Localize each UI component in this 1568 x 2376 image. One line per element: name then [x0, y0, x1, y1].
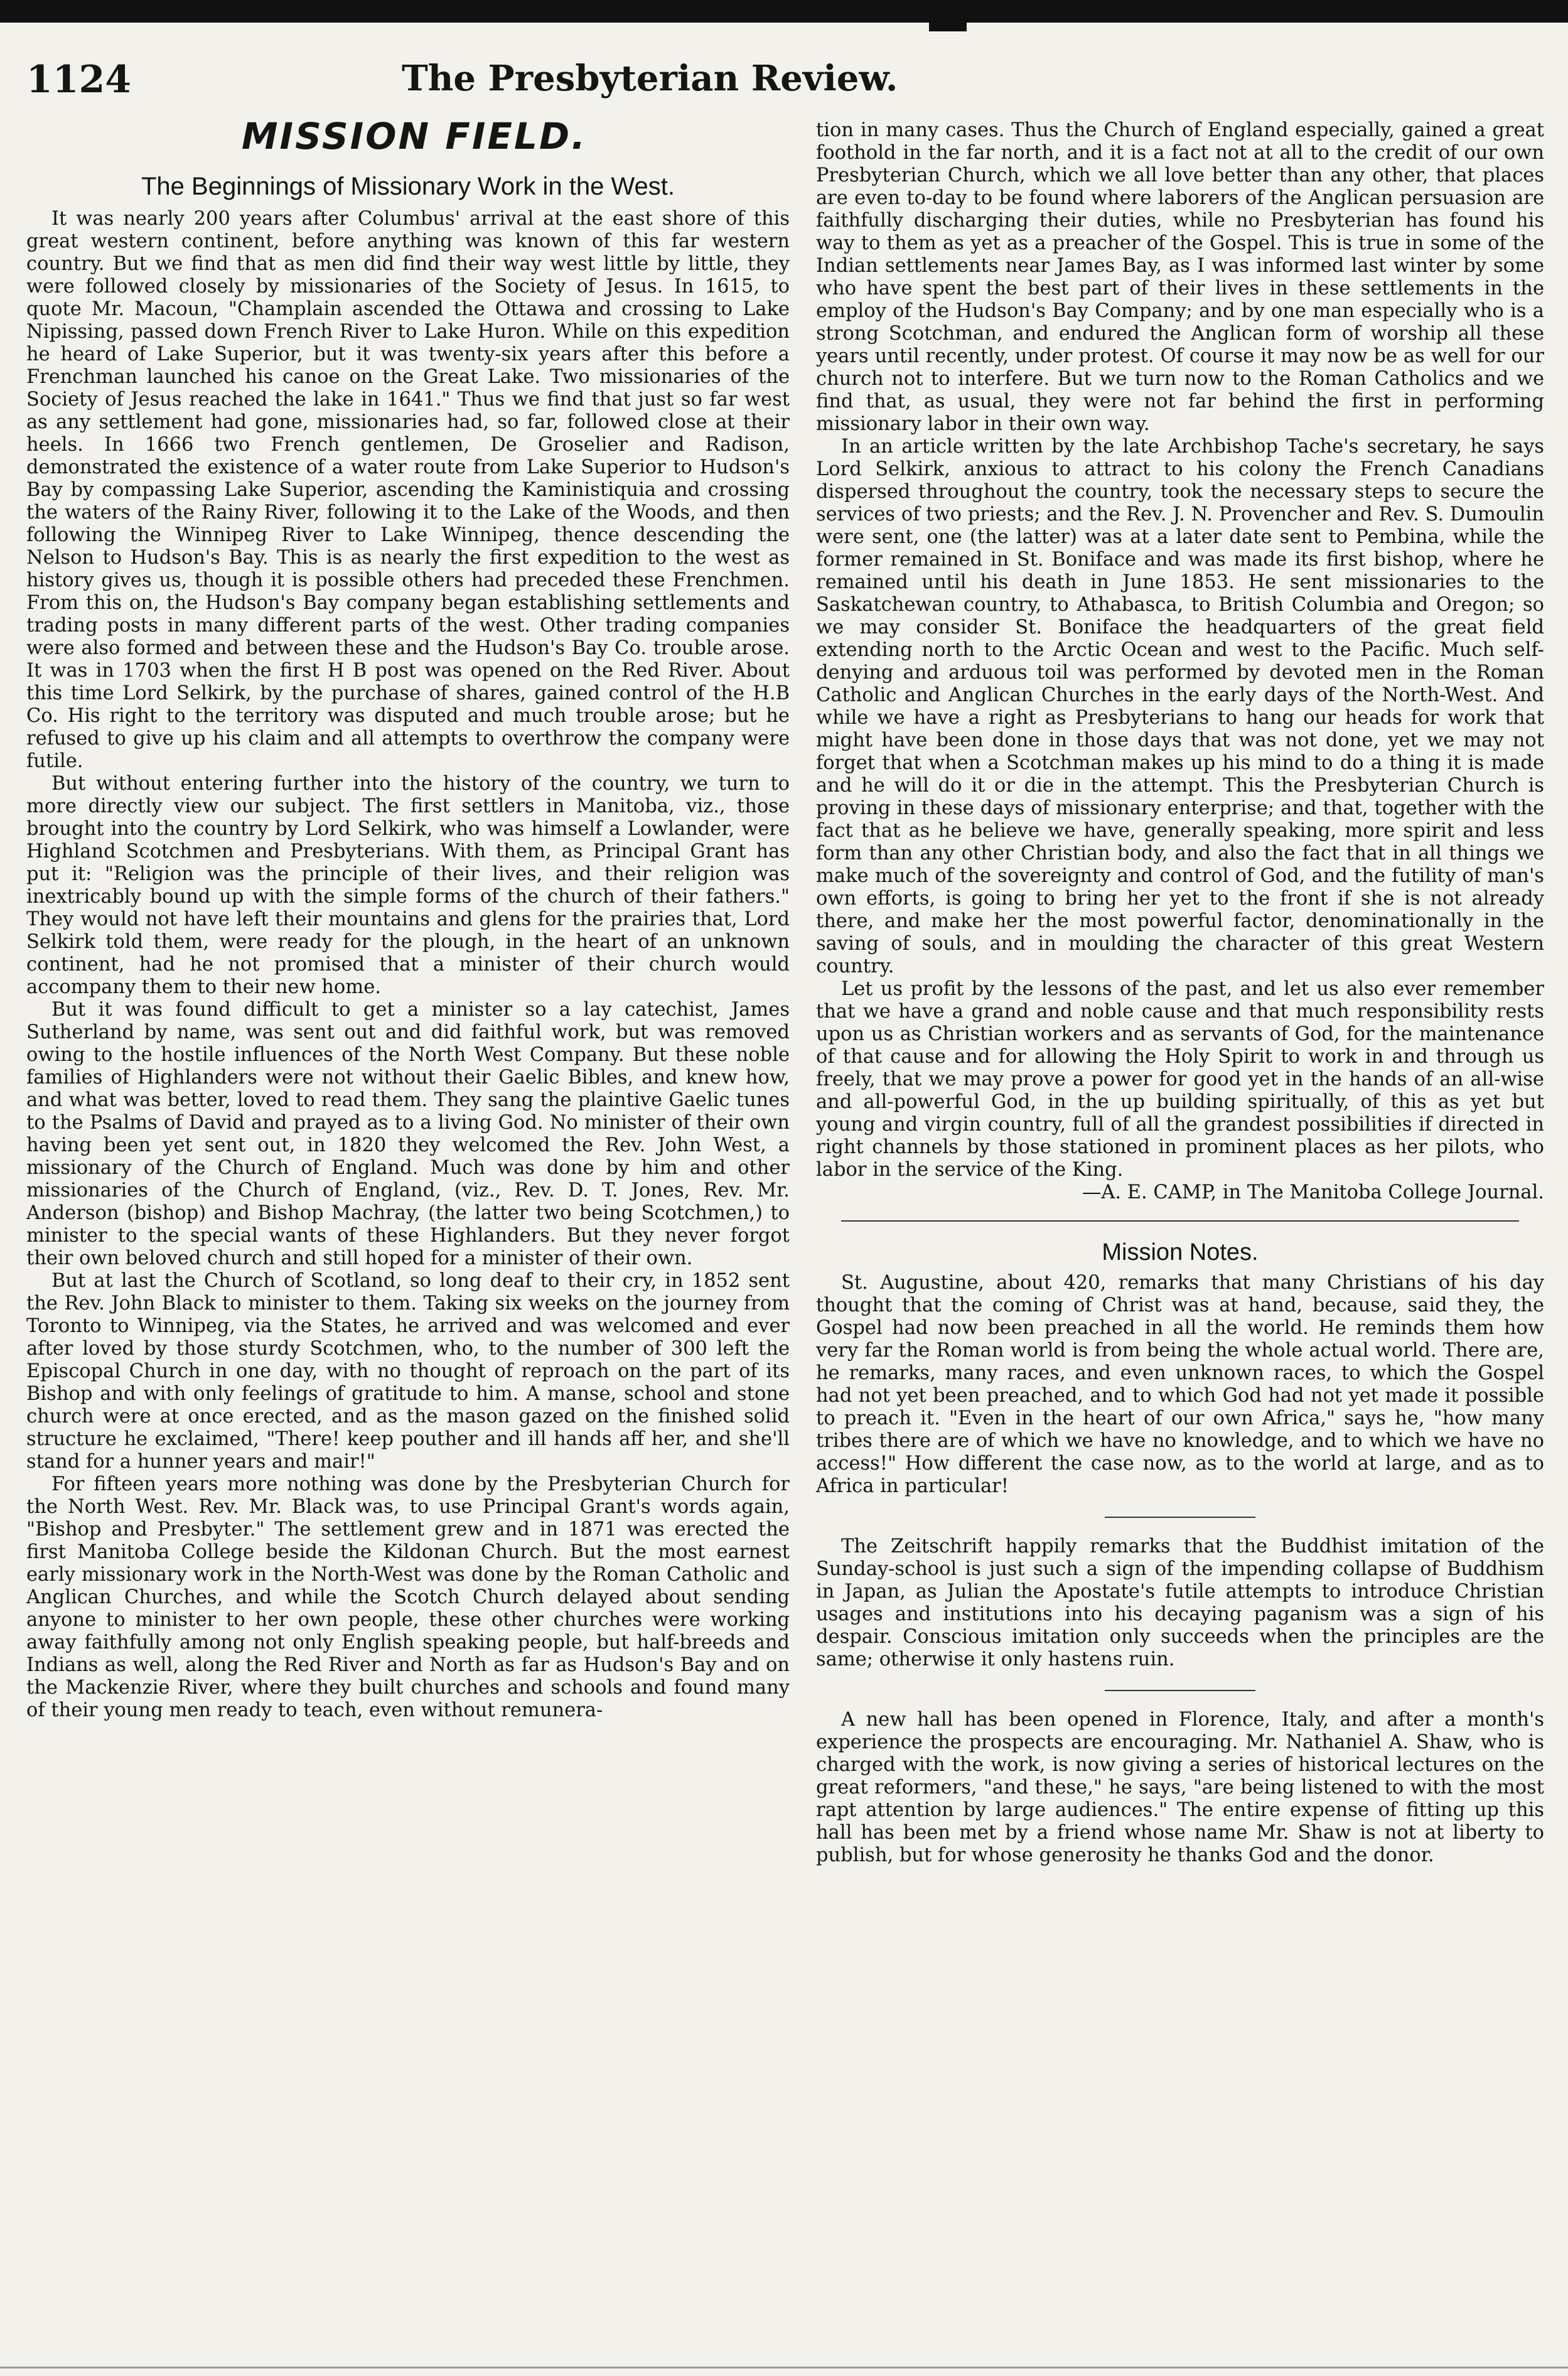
article-paragraph: But without entering further into the history of the country, we turn to more directly view our subject. The first settlers in Manitoba, viz., those brought into the country by Lord Selkirk, who was himself a Lowlander, were Highland Scotchmen and Presbyterians. With them, as Principal Grant has put it: "Religion was the principle of their lives, and their religion was inextricably bound up with the simple forms of the church of their fathers." They would not have left their mountains and glens for the prairies that, Lord Selkirk told them, were ready for the plough, in the heart of an unknown continent, had he not promised that a minister of their church would accompany them to their new home.: [26, 773, 790, 998]
article-paragraph: It was nearly 200 years after Columbus' arrival at the east shore of this great western continent, before anything was known of this far western country. But we find that as men did find their way west little by little, they were followed closely by missionaries of the Society of Jesus. In 1615, to quote Mr. Macoun, "Champlain ascended the Ottawa and crossing to Lake Nipissing, passed down French River to Lake Huron. While on this expedition he heard of Lake Superior, but it was twenty-six years after this before a Frenchman launched his canoe on the Great Lake. Two missionaries of the Society of Jesus reached the lake in 1641." Thus we find that just so far west as any settlement had gone, missionaries had, so far, followed close at their heels. In 1666 two French gentlemen, De Groselier and Radison, demonstrated the existence of a water route from Lake Superior to Hudson's Bay by compassing Lake Superior, ascending the Kaministiquia and crossing the waters of the Rainy River, following it to the Lake of the Woods, and then following the Winnipeg River to Lake Winnipeg, thence descending the Nelson to Hudson's Bay. This is as nearly the first expedition to the west as history gives us, though it is possible others had preceded these Frenchmen. From this on, the Hudson's Bay company began establishing settlements and trading posts in many different parts of the west. Other trading companies were also formed and between these and the Hudson's Bay Co. trouble arose. It was in 1703 when the first H B post was opened on the Red River. About this time Lord Selkirk, by the purchase of shares, gained control of the H.B Co. His right to the territory was disputed and much trouble arose; but he refused to give up his claim and all attempts to overthrow the company were futile.: [26, 208, 790, 772]
page-number: 1124: [26, 58, 131, 102]
top-scan-mark: [929, 23, 967, 31]
notes-title: Mission Notes.: [1102, 1239, 1259, 1266]
note-divider: [1105, 1690, 1255, 1691]
section-divider: [841, 1220, 1519, 1222]
article-paragraph: But at last the Church of Scotland, so long deaf to their cry, in 1852 sent the Rev. John Black to minister to them. Taking six weeks on the journey from Toronto to Winnipeg, via the States, he arrived and was welcomed and ever after loved by those sturdy Scotchmen, who, to the number of 300 left the Episcopal Church in one day, with no thought of reproach on the part of its Bishop and with only feelings of gratitude to him. A manse, school and stone church were at once erected, and as the mason gazed on the finished solid structure he exclaimed, "There! keep pouther and ill hands aff her, and she'll stand for a hunner years and mair!": [26, 1270, 790, 1473]
left-column: [26, 116, 790, 1722]
note-item: St. Augustine, about 420, remarks that many Christians of his day thought that the coming of Christ was at hand, because, said they, the Gospel had now been preached in all the world. He reminds them how very far the Roman world is from being the whole actual world. There are, he remarks, many races, and even unknown races, to which the Gospel had not yet been preached, and to which God had not yet made it possible to preach it. "Even in the heart of our own Africa," says he, "how many tribes there are of which we have no knowledge, and to which we have no access!" How different the case now, as to the world at large, and as to Africa in particular!: [816, 1272, 1544, 1497]
article-title: The Beginnings of Missionary Work in the West.: [141, 173, 675, 200]
article-attribution: —A. E. CAMP, in The Manitoba College Journal.: [1082, 1181, 1544, 1203]
top-scan-border: [0, 0, 1568, 23]
section-title: MISSION FIELD.: [241, 115, 588, 158]
article-paragraph: In an article written by the late Archbishop Tache's secretary, he says Lord Selkirk, anxious to attract to his colony the French Canadians dispersed throughout the country, took the necessary steps to secure the services of two priests; and the Rev. J. N. Provencher and Rev. S. Dumoulin were sent, one (the latter) was at a later date sent to Pembina, while the former remained in St. Boniface and was made its first bishop, where he remained until his death in June 1853. He sent missionaries to the Saskatchewan country, to Athabasca, to British Columbia and Oregon; so we may consider St. Boniface the headquarters of the great field extending north to the Arctic Ocean and west to the Pacific. Much self-denying and arduous toil was performed by devoted men in the Roman Catholic and Anglican Churches in the early days of the North-West. And while we have a right as Presbyterians to hang our heads for work that might have been done in those days that was not done, yet we may not forget that when a Scotchman makes up his mind to do a thing it is made and he will do it or die in the attempt. This the Presbyterian Church is proving in these days of missionary enterprise; and that, together with the fact that as he believe we have, generally speaking, more spirit and less form than any other Christian body, and also the fact that in all things we make much of the sovereignty and control of God, and the futility of man's own efforts, is going to bring her yet to the front if she is not already there, and make her the most powerful factor, denominationally in the saving of souls, and in moulding the character of this great Western country.: [816, 436, 1544, 977]
note-item: The Zeitschrift happily remarks that the Buddhist imitation of the Sunday-school is just such a sign of the impending collapse of Buddhism in Japan, as Julian the Apostate's futile attempts to introduce Christian usages and institutions into his decaying paganism was a sign of his despair. Conscious imitation only succeeds when the principles are the same; otherwise it only hastens ruin.: [816, 1535, 1544, 1670]
bottom-scan-border: [0, 2367, 1568, 2368]
note-item: A new hall has been opened in Florence, Italy, and after a month's experience the prospects are encouraging. Mr. Nathaniel A. Shaw, who is charged with the work, is now giving a series of historical lectures on the great reformers, "and these," he says, "are being listened to with the most rapt attention by large audiences." The entire expense of fitting up this hall has been met by a friend whose name Mr. Shaw is not at liberty to publish, but for whose generosity he thanks God and the donor.: [816, 1709, 1544, 1866]
article-paragraph: But it was found difficult to get a minister so a lay catechist, James Sutherland by name, was sent out and did faithful work, but was removed owing to the hostile influences of the North West Company. But these noble families of Highlanders were not without their Gaelic Bibles, and knew how, and what was better, loved to read them. They sang the plaintive Gaelic tunes to the Psalms of David and prayed as to a living God. No minister of their own having been yet sent out, in 1820 they welcomed the Rev. John West, a missionary of the Church of England. Much was done by him and other missionaries of the Church of England, (viz., Rev. D. T. Jones, Rev. Mr. Anderson (bishop) and Bishop Machray, (the latter two being Scotchmen,) to minister to the special wants of these Highlanders. But they never forgot their own beloved church and still hoped for a minister of their own.: [26, 999, 790, 1269]
article-paragraph: Let us profit by the lessons of the past, and let us also ever remember that we have a grand and noble cause and that much responsibility rests upon us as Christian workers and as servants of God, for the maintenance of that cause and for allowing the Holy Spirit to work in and through us freely, that we may prove a power for good yet in the hands of an all-wise and all-powerful God, in the up building spiritually, of this as yet but young and virgin country, full of all the grandest possibilities if directed in right channels by those stationed in prominent places as her pilots, who labor in the service of the King.: [816, 978, 1544, 1181]
article-paragraph: tion in many cases. Thus the Church of England especially, gained a great foothold in the far north, and it is a fact not at all to the credit of our own Presbyterian Church, which we all love better than any other, that places are even to-day to be found where laborers of the Anglican persuasion are faithfully discharging their duties, while no Presbyterian has found his way to them as yet as a preacher of the Gospel. This is true in some of the Indian settlements near James Bay, as I was informed last winter by some who have spent the best part of their lives in these settlements in the employ of the Hudson's Bay Company; and by one man especially who is a strong Scotchman, and endured the Anglican form of worship all these years until recently, under protest. Of course it may now be as well for our church not to interfere. But we turn now to the Roman Catholics and we find that, as usual, they were not far behind the first in performing missionary labor in their own way.: [816, 119, 1544, 435]
article-paragraph: For fifteen years more nothing was done by the Presbyterian Church for the North West. Rev. Mr. Black was, to use Principal Grant's words again, "Bishop and Presbyter." The settlement grew and in 1871 was erected the first Manitoba College beside the Kildonan Church. But the most earnest early missionary work in the North-West was done by the Roman Catholic and Anglican Churches, and while the Scotch Church delayed about sending anyone to minister to her own people, these other churches were working away faithfully among not only English speaking people, but half-breeds and Indians as well, along the Red River and North as far as Hudson's Bay and on the Mackenzie River, where they built churches and schools and found many of their young men ready to teach, even without remunera-: [26, 1473, 790, 1721]
note-divider: [1105, 1517, 1255, 1518]
right-column: [816, 119, 1544, 1867]
journal-title: The Presbyterian Review.: [402, 58, 898, 99]
